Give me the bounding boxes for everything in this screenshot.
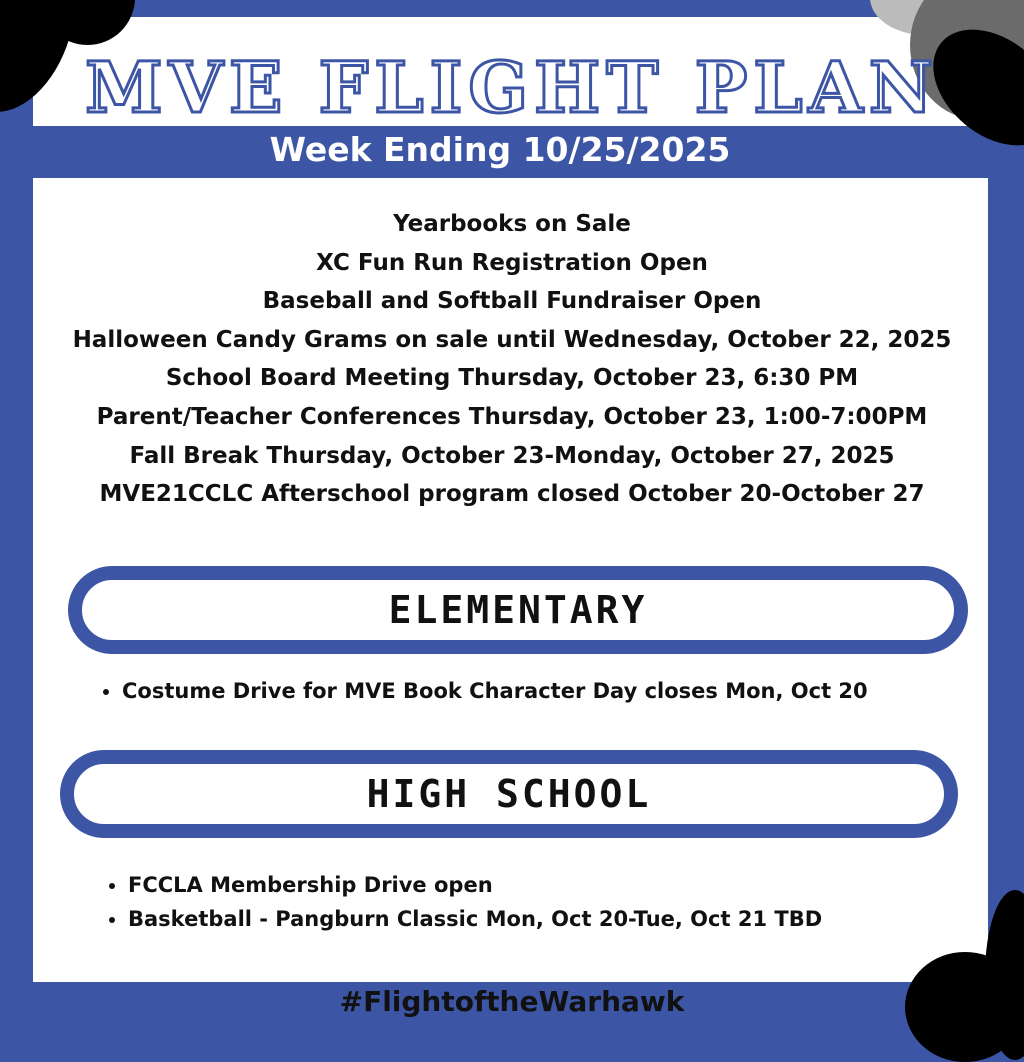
list-item: • Basketball - Pangburn Classic Mon, Oct 20-Tue, Oct 21 TBD xyxy=(128,902,822,936)
list-item: • FCCLA Membership Drive open xyxy=(128,868,822,902)
week-ending: Week Ending 10/25/2025 xyxy=(269,130,731,169)
elementary-list xyxy=(100,674,868,708)
high-school-list xyxy=(106,868,822,936)
elementary-heading: ELEMENTARY xyxy=(68,566,968,654)
announcement: Halloween Candy Grams on sale until Wednesday, October 22, 2025 xyxy=(72,326,952,353)
announcement: Yearbooks on Sale xyxy=(393,211,631,237)
page-title: MVE FLIGHT PLAN xyxy=(85,46,939,129)
list-item: • Costume Drive for MVE Book Character Day closes Mon, Oct 20 xyxy=(122,674,868,708)
hashtag-footer: #FlightoftheWarhawk xyxy=(339,985,685,1018)
announcements xyxy=(0,205,1024,514)
high-school-heading: HIGH SCHOOL xyxy=(60,750,958,838)
announcement: Fall Break Thursday, October 23-Monday, October 27, 2025 xyxy=(129,442,895,469)
announcement: MVE21CCLC Afterschool program closed October 20-October 27 xyxy=(99,481,925,508)
announcement: XC Fun Run Registration Open xyxy=(316,249,708,276)
announcement: Baseball and Softball Fundraiser Open xyxy=(262,288,762,315)
announcement: School Board Meeting Thursday, October 23, 6:30 PM xyxy=(165,365,859,392)
announcement: Parent/Teacher Conferences Thursday, October 23, 1:00-7:00PM xyxy=(96,403,928,430)
